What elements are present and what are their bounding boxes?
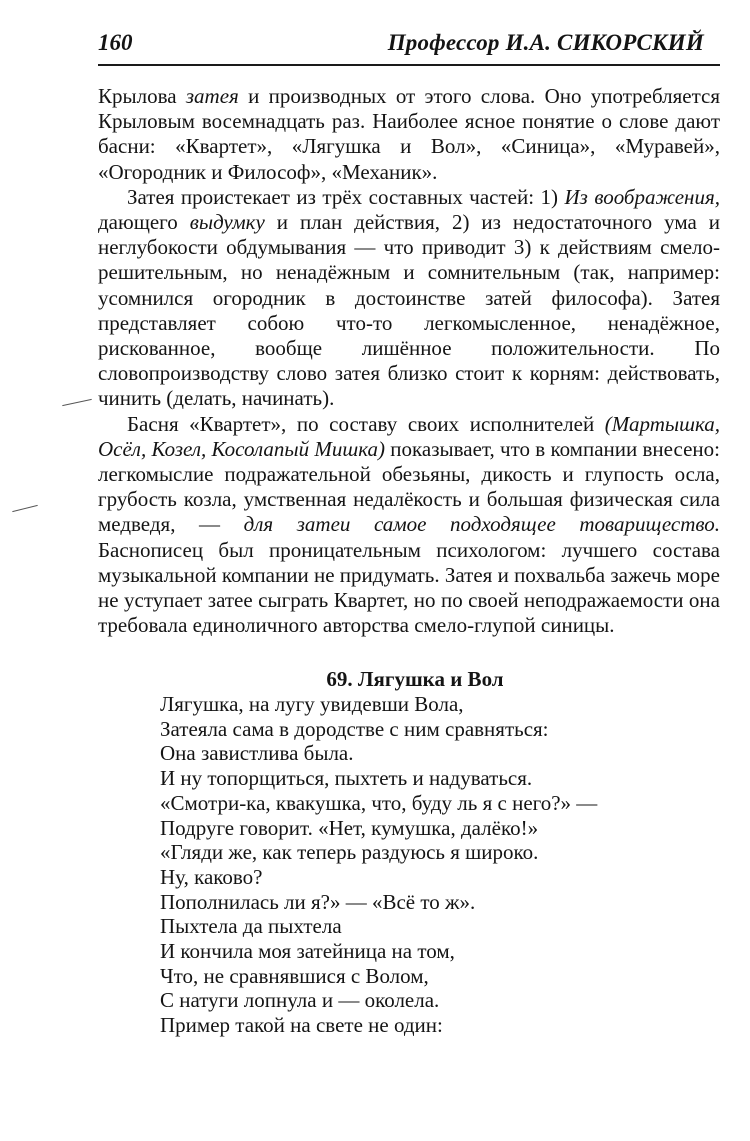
text-span: Басня «Квартет», по составу своих исполнителей (127, 411, 605, 436)
poem-line: Пример такой на свете не один: (160, 1013, 443, 1038)
poem-line: Что, не сравнявшися с Волом, (160, 963, 429, 988)
pencil-mark (62, 399, 92, 406)
poem-line: «Смотри-ка, квакушка, что, буду ль я с него?» — (160, 790, 598, 815)
text-span: показывает, что в компании внесено: легкомыслие подражательной обезьяны, дикость и глупость осла, грубость козла, умственная недалёкость и большая физическая сила медведя, — (98, 436, 720, 537)
body-text (98, 84, 720, 638)
poem-title: 69. Лягушка и Вол (326, 667, 504, 691)
page-header (98, 30, 720, 66)
paragraph-3 (98, 412, 720, 639)
italic-text: для затеи самое подходящее товарищество. (243, 512, 720, 537)
poem-line: С натуги лопнула и — околела. (160, 988, 440, 1013)
poem-line: Лягушка, на лугу увидевши Вола, (160, 692, 464, 716)
poem-line: Пополнилась ли я?» — «Всё то ж». (160, 889, 476, 914)
poem-line: Пыхтела да пыхтела (160, 914, 342, 939)
poem (160, 692, 597, 1038)
poem-line: И кончила моя затейница на том, (160, 939, 455, 964)
italic-text: выдумку (189, 210, 265, 235)
text-span: и производных от этого слова. Оно употребляется Крыловым восемнадцать раз. Наиболее ясное понятие о слове дают басни: «Квартет», «Лягушка и Вол», «Синица», «Муравей», «Огородник и Философ», «Механик». (98, 84, 721, 184)
text-span: и план действия, 2) из недостаточного ума и неглубокости обдумывания — что приводит 3) к действиям смело-решительным, но ненадёжным и сомнительным (так, например: усомнился огородник в достоинстве затей философа). Затея представляет собою что-то легкомысленное, ненадёжное, рискованное, вообще лишённое положительности. По словопроизводству слово затея близко стоит к корням: действовать, чинить (делать, начинать). (98, 210, 721, 411)
poem-line: И ну топорщиться, пыхтеть и надуваться. (160, 766, 533, 791)
poem-line: Ну, каково? (160, 864, 263, 889)
poem-line: «Гляди же, как теперь раздуюсь я широко. (160, 840, 539, 865)
text-span: Баснописец был проницательным психологом: лучшего состава музыкальной компании не придумать. Затея и похвальба зажечь море не уступает затее сыграть Квартет, но по своей неподражаемости она требовала единоличного авторства смело-глупой синицы. (98, 537, 720, 638)
poem-line: Она завистлива была. (160, 741, 354, 766)
text-span: Затея проистекает из трёх составных частей: 1) (127, 184, 565, 209)
paragraph-1 (98, 84, 720, 185)
paragraph-2 (98, 185, 720, 412)
poem-line: Затеяла сама в дородстве с ним сравняться: (160, 716, 549, 741)
italic-text: затея (185, 84, 239, 108)
italic-text: Из воображения, (564, 184, 720, 209)
running-title: Профессор И.А. СИКОРСКИЙ (387, 30, 704, 55)
page-number: 160 (98, 30, 133, 55)
italic-text: (Мартышка, Осёл, Козел, Косолапый Мишка) (98, 411, 720, 461)
text-span: Крылова (98, 84, 186, 108)
text-span: дающего (98, 210, 190, 235)
pencil-mark (12, 505, 37, 512)
poem-line: Подруге говорит. «Нет, кумушка, далёко!» (160, 815, 539, 840)
